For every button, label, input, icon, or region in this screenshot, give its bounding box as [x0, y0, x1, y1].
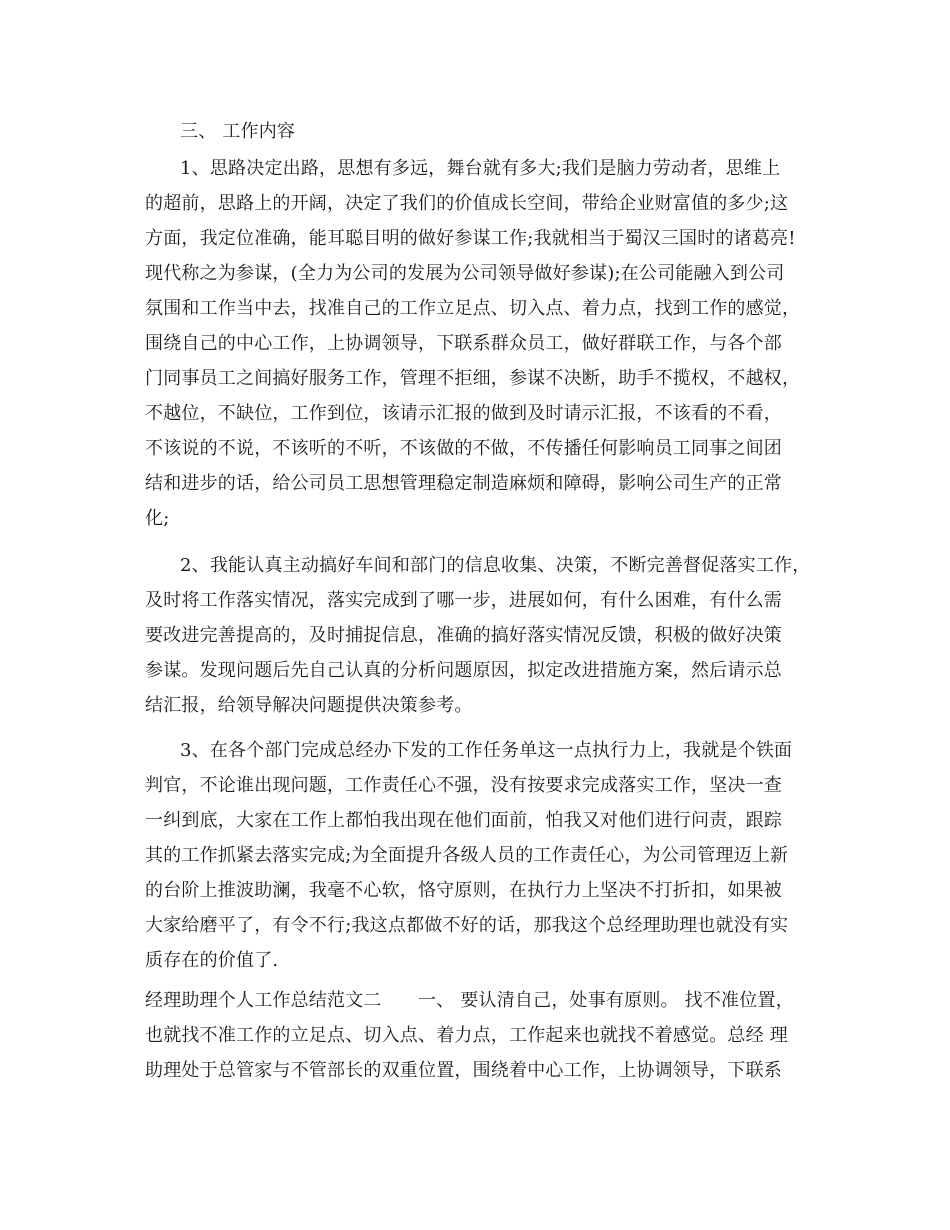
paragraph-2-line-1: 2、我能认真主动搞好车间和部门的信息收集、决策，不断完善督促落实工作， [180, 555, 811, 576]
paragraph-1-line-2: 的超前，思路上的开阔，决定了我们的价值成长空间，带给企业财富值的多少;这 [145, 193, 789, 214]
paragraph-1-line-10: 结和进步的话，给公司员工思想管理稳定制造麻烦和障碍，影响公司生产的正常 [145, 473, 782, 494]
paragraph-2-line-5: 结汇报，给领导解决问题提供决策参考。 [145, 695, 473, 716]
paragraph-3-line-2: 判官，不论谁出现问题，工作责任心不强，没有按要求完成落实工作，坚决一查 [145, 775, 782, 796]
paragraph-2-line-3: 要改进完善提高的，及时捕捉信息，准确的搞好落实情况反馈，积极的做好决策 [145, 625, 782, 646]
paragraph-3-line-1: 3、在各个部门完成总经办下发的工作任务单这一点执行力上，我就是个铁面 [180, 740, 793, 761]
paragraph-3-line-4: 其的工作抓紧去落实完成;为全面提升各级人员的工作责任心，为公司管理迈上新 [145, 845, 789, 866]
paragraph-1-line-3: 方面，我定位准确，能耳聪目明的做好参谋工作;我就相当于蜀汉三国时的诸葛亮! [145, 228, 796, 249]
paragraph-1-line-4: 现代称之为参谋，(全力为公司的发展为公司领导做好参谋);在公司能融入到公司 [145, 263, 785, 284]
paragraph-3-line-5: 的台阶上推波助澜，我毫不心软，恪守原则，在执行力上坚决不打折扣，如果被 [145, 880, 782, 901]
section-two-line-2: 也就找不准工作的立足点、切入点、着力点，工作起来也就找不着感觉。总经 理 [145, 1025, 788, 1046]
paragraph-1-line-5: 氛围和工作当中去，找准自己的工作立足点、切入点、着力点，找到工作的感觉， [145, 298, 801, 319]
section-heading: 三、 工作内容 [180, 121, 296, 142]
section-two-line-3: 助理处于总管家与不管部长的双重位置，围绕着中心工作，上协调领导，下联系 [145, 1060, 782, 1081]
paragraph-3-line-6: 大家给磨平了，有令不行;我这点都做不好的话，那我这个总经理助理也就没有实 [145, 915, 789, 936]
section-two-line-1: 经理助理个人工作总结范文二 一、 要认清自己，处事有原则。 找不准位置， [145, 990, 794, 1011]
paragraph-3-line-7: 质存在的价值了. [145, 950, 279, 971]
paragraph-2-line-4: 参谋。发现问题后先自己认真的分析问题原因，拟定改进措施方案，然后请示总 [145, 660, 782, 681]
paragraph-1-line-9: 不该说的不说，不该听的不听，不该做的不做，不传播任何影响员工同事之间团 [145, 438, 782, 459]
paragraph-1-line-1: 1、思路决定出路，思想有多远，舞台就有多大;我们是脑力劳动者，思维上 [180, 158, 781, 179]
paragraph-1-line-8: 不越位，不缺位，工作到位，该请示汇报的做到及时请示汇报，不该看的不看， [145, 403, 782, 424]
paragraph-1-line-11: 化; [145, 508, 170, 529]
paragraph-1-line-7: 门同事员工之间搞好服务工作，管理不拒细，参谋不决断，助手不揽权，不越权， [145, 368, 801, 389]
paragraph-3-line-3: 一纠到底，大家在工作上都怕我出现在他们面前，怕我又对他们进行问责，跟踪 [145, 810, 782, 831]
paragraph-2-line-2: 及时将工作落实情况，落实完成到了哪一步，进展如何，有什么困难，有什么需 [145, 590, 782, 611]
paragraph-1-line-6: 围绕自己的中心工作，上协调领导，下联系群众员工，做好群联工作，与各个部 [145, 333, 782, 354]
